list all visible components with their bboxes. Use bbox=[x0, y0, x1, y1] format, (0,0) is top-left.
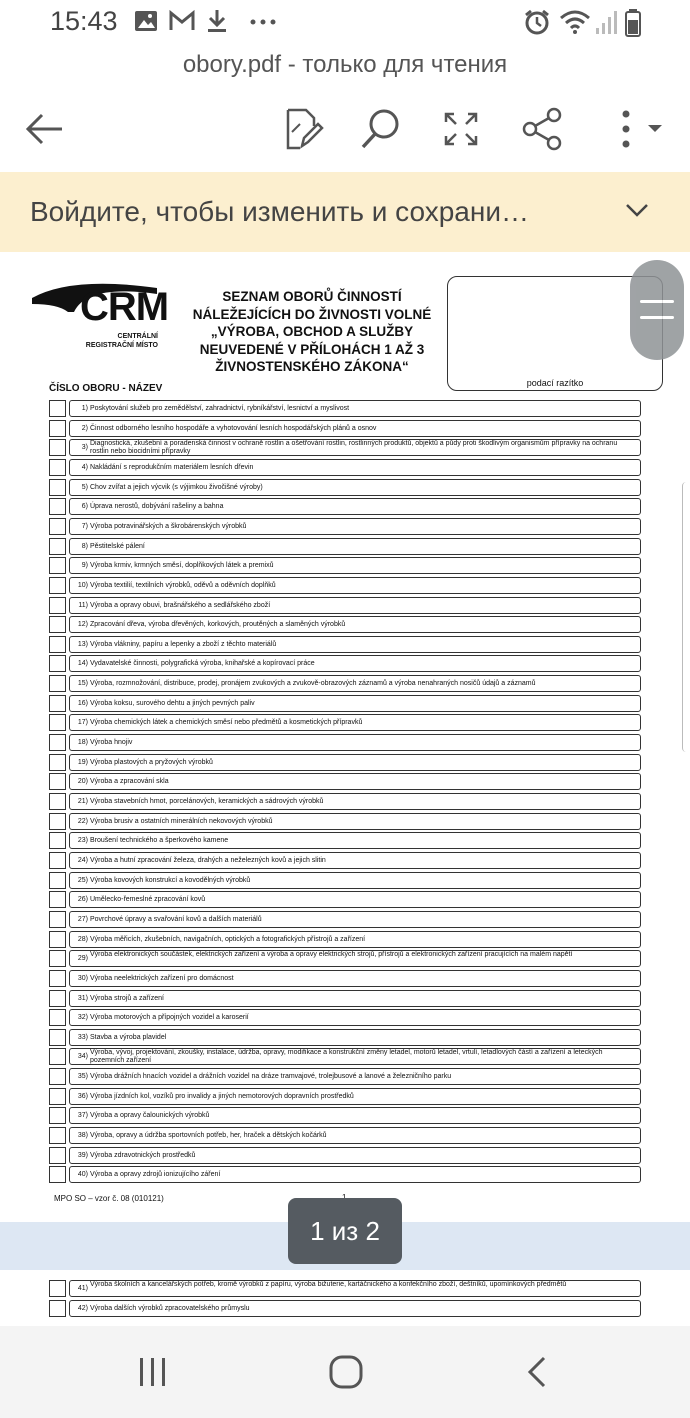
field-text: Výroba dalších výrobků zpracovatelského průmyslu bbox=[90, 1304, 250, 1312]
field-text: Poskytování služeb pro zemědělství, zahradnictví, rybníkářství, lesnictví a myslivost bbox=[90, 405, 350, 412]
field-label-box bbox=[69, 459, 641, 476]
field-text: Pěstitelské pálení bbox=[90, 542, 145, 550]
fullscreen-icon[interactable] bbox=[438, 106, 484, 152]
field-row bbox=[49, 655, 641, 672]
download-icon bbox=[205, 8, 229, 34]
title-line: ŽIVNOSTENSKÉHO ZÁKONA“ bbox=[215, 359, 409, 374]
field-label-box bbox=[69, 852, 641, 869]
field-number: 9) bbox=[81, 562, 88, 570]
field-checkbox[interactable] bbox=[49, 518, 66, 535]
field-label-box bbox=[69, 1107, 641, 1124]
field-text: Výroba chemických látek a chemických směsí nebo předmětů a kosmetických přípravků bbox=[90, 719, 363, 727]
field-label-box bbox=[69, 1048, 641, 1065]
scroll-track[interactable] bbox=[682, 482, 690, 752]
pdf-page-1 bbox=[0, 252, 690, 1222]
field-number: 16) bbox=[77, 699, 88, 707]
field-label-box bbox=[69, 891, 641, 908]
field-checkbox[interactable] bbox=[49, 1300, 66, 1317]
field-row bbox=[49, 891, 641, 908]
field-text: Stavba a výroba plavidel bbox=[90, 1033, 167, 1041]
field-row bbox=[49, 636, 641, 653]
field-text: Výroba neelektrických zařízení pro domácnost bbox=[90, 974, 234, 982]
field-checkbox[interactable] bbox=[49, 616, 66, 633]
field-text: Výroba potravinářských a škrobárenských výrobků bbox=[90, 522, 247, 530]
banner-text: Войдите, чтобы изменить и сохрани… bbox=[30, 196, 529, 227]
field-text: Výroba brusiv a ostatních minerálních nekovových výrobků bbox=[90, 817, 273, 825]
field-checkbox[interactable] bbox=[49, 675, 66, 692]
field-text: Umělecko-řemeslné zpracování kovů bbox=[90, 896, 206, 904]
toolbar bbox=[0, 84, 690, 172]
field-number: 20) bbox=[77, 778, 88, 786]
field-checkbox[interactable] bbox=[49, 970, 66, 987]
field-label-box bbox=[69, 636, 641, 653]
field-text: Výroba strojů a zařízení bbox=[90, 994, 164, 1002]
field-number: 39) bbox=[77, 1151, 88, 1159]
field-text: Výroba jízdních kol, vozíků pro invalidy a jiných nemotorových dopravních prostředků bbox=[90, 1092, 354, 1100]
field-number: 28) bbox=[77, 935, 88, 943]
field-number: 13) bbox=[77, 640, 88, 648]
field-row bbox=[49, 1147, 641, 1164]
field-row bbox=[49, 734, 641, 751]
field-checkbox[interactable] bbox=[49, 597, 66, 614]
field-checkbox[interactable] bbox=[49, 1127, 66, 1144]
field-checkbox[interactable] bbox=[49, 695, 66, 712]
field-label-box bbox=[69, 950, 641, 967]
field-row bbox=[49, 695, 641, 712]
field-number: 31) bbox=[77, 994, 88, 1002]
field-checkbox[interactable] bbox=[49, 538, 66, 555]
field-checkbox[interactable] bbox=[49, 400, 66, 417]
image-icon bbox=[133, 8, 159, 34]
edit-document-icon[interactable] bbox=[278, 106, 324, 152]
field-label-box bbox=[69, 1166, 641, 1183]
column-label: ČÍSLO OBORU - NÁZEV bbox=[49, 383, 163, 394]
field-checkbox[interactable] bbox=[49, 498, 66, 515]
field-number: 18) bbox=[77, 739, 88, 747]
field-row bbox=[49, 931, 641, 948]
field-label-box bbox=[69, 1009, 641, 1026]
field-text: Výroba, rozmnožování, distribuce, prodej, pronájem zvukových a zvukově-obrazových záznamů a výroba nenahraných nosičů údajů a záznamů bbox=[90, 680, 536, 688]
field-text: Výroba školních a kancelářských potřeb, kromě výrobků z papíru, výroba bižuterie, kartáčnického a konfekčního zboží, deštníků, upomínkových předmětů bbox=[90, 1281, 567, 1288]
document-title bbox=[182, 288, 442, 376]
field-checkbox[interactable] bbox=[49, 773, 66, 790]
field-number: 14) bbox=[77, 660, 88, 668]
field-text: Nakládání s reprodukčním materiálem lesních dřevin bbox=[90, 463, 254, 471]
field-label-box bbox=[69, 911, 641, 928]
field-row bbox=[49, 911, 641, 928]
field-label-box bbox=[69, 498, 641, 515]
field-text: Chov zvířat a jejich výcvik (s výjimkou živočišné výroby) bbox=[90, 483, 263, 491]
field-text: Broušení technického a šperkového kamene bbox=[90, 837, 229, 845]
field-text: Výroba, vývoj, projektování, zkoušky, instalace, údržba, opravy, modifikace a konstrukční změny letadel, motorů letadel, vrtulí, letadlových částí a zařízení a leteckých pozemních zařízení bbox=[90, 1049, 603, 1064]
field-text: Výroba elektronických součástek, elektrických zařízení a výroba a opravy elektrických strojů, přístrojů a elektronických zařízení pracujících na malém napětí bbox=[90, 951, 573, 959]
logo-text: CRM bbox=[80, 285, 169, 329]
chevron-down-icon[interactable] bbox=[624, 200, 650, 220]
field-row bbox=[49, 420, 641, 437]
field-row bbox=[49, 754, 641, 771]
pdf-viewer[interactable] bbox=[0, 252, 690, 1326]
field-text: Výroba vlákniny, papíru a lepenky a zboží z těchto materiálů bbox=[90, 640, 277, 648]
field-row bbox=[49, 852, 641, 869]
field-text: Výroba a opravy obuvi, brašnářského a sedlářského zboží bbox=[90, 601, 271, 609]
field-checkbox[interactable] bbox=[49, 813, 66, 830]
field-row bbox=[49, 1009, 641, 1026]
field-checkbox[interactable] bbox=[49, 911, 66, 928]
field-text: Výroba textilií, textilních výrobků, oděvů a oděvních doplňků bbox=[90, 581, 276, 589]
field-text: Výroba koksu, surového dehtu a jiných pevných paliv bbox=[90, 699, 255, 707]
field-label-box bbox=[69, 1029, 641, 1046]
field-number: 29) bbox=[77, 955, 88, 963]
search-icon[interactable] bbox=[358, 106, 404, 152]
field-checkbox[interactable] bbox=[49, 1166, 66, 1183]
status-bar bbox=[0, 0, 690, 46]
field-label-box bbox=[69, 1068, 641, 1085]
window-title: obory.pdf - только для чтения bbox=[182, 51, 508, 78]
field-checkbox[interactable] bbox=[49, 439, 66, 456]
field-text: Diagnostická, zkušební a poradenská činnost v ochraně rostlin a ošetřování rostlin, rostlinných produktů, objektů a půdy proti škodlivým organismům přípravky na ochranu rostlin nebo biocidními přípravky bbox=[90, 440, 618, 455]
field-text: Výroba plastových a pryžových výrobků bbox=[90, 758, 213, 766]
field-number: 7) bbox=[81, 522, 88, 530]
field-checkbox[interactable] bbox=[49, 832, 66, 849]
field-row bbox=[49, 557, 641, 574]
home-icon[interactable] bbox=[326, 1352, 366, 1392]
field-text: Výroba stavebních hmot, porcelánových, keramických a sádrových výrobků bbox=[90, 798, 324, 805]
field-checkbox[interactable] bbox=[49, 714, 66, 731]
field-number: 11) bbox=[78, 601, 88, 609]
field-number: 30) bbox=[77, 974, 88, 982]
field-number: 15) bbox=[77, 680, 88, 688]
window-title-bar bbox=[0, 46, 690, 84]
field-row bbox=[49, 459, 641, 476]
field-checkbox[interactable] bbox=[49, 1088, 66, 1105]
battery-icon bbox=[624, 8, 642, 38]
field-checkbox[interactable] bbox=[49, 577, 66, 594]
field-number: 19) bbox=[77, 758, 88, 766]
logo-subtitle-1: CENTRÁLNÍ bbox=[117, 333, 158, 340]
more-dots-icon bbox=[248, 8, 278, 34]
back-arrow-icon[interactable] bbox=[22, 106, 68, 152]
navigation-bar bbox=[0, 1326, 690, 1418]
field-row bbox=[49, 714, 641, 731]
field-label-box bbox=[69, 1147, 641, 1164]
field-label-box bbox=[69, 557, 641, 574]
field-number: 10) bbox=[77, 581, 88, 589]
field-number: 41) bbox=[77, 1285, 88, 1292]
field-label-box bbox=[69, 616, 641, 633]
title-line: „VÝROBA, OBCHOD A SLUŽBY bbox=[210, 324, 414, 339]
field-number: 17) bbox=[77, 719, 88, 727]
field-number: 23) bbox=[77, 837, 88, 845]
field-number: 1) bbox=[81, 405, 88, 412]
field-row bbox=[49, 970, 641, 987]
gmail-icon bbox=[168, 8, 196, 34]
field-number: 27) bbox=[77, 915, 88, 923]
field-number: 25) bbox=[77, 876, 88, 884]
field-label-box bbox=[69, 400, 641, 417]
more-options-icon[interactable] bbox=[604, 106, 668, 152]
field-label-box bbox=[69, 675, 641, 692]
field-row bbox=[49, 813, 641, 830]
field-label-box bbox=[69, 1280, 641, 1297]
field-checkbox[interactable] bbox=[49, 557, 66, 574]
field-checkbox[interactable] bbox=[49, 1009, 66, 1026]
field-row bbox=[49, 1127, 641, 1144]
field-label-box bbox=[69, 420, 641, 437]
field-row bbox=[49, 518, 641, 535]
field-row bbox=[49, 1107, 641, 1124]
field-number: 32) bbox=[77, 1014, 88, 1022]
field-checkbox[interactable] bbox=[49, 852, 66, 869]
field-number: 36) bbox=[77, 1092, 88, 1100]
field-number: 4) bbox=[81, 463, 88, 471]
field-row bbox=[49, 832, 641, 849]
field-label-box bbox=[69, 597, 641, 614]
title-line: NEUVEDENÉ V PŘÍLOHÁCH 1 AŽ 3 bbox=[199, 341, 425, 357]
field-row bbox=[49, 1029, 641, 1046]
field-row bbox=[49, 1300, 641, 1317]
field-number: 22) bbox=[77, 817, 88, 825]
share-icon[interactable] bbox=[520, 106, 566, 152]
field-text: Výroba motorových a přípojných vozidel a karoserií bbox=[90, 1014, 249, 1022]
crm-logo bbox=[32, 278, 169, 358]
field-row bbox=[49, 597, 641, 614]
logo-subtitle-2: REGISTRAČNÍ MÍSTO bbox=[85, 342, 158, 349]
field-row bbox=[49, 1280, 641, 1297]
field-checkbox[interactable] bbox=[49, 1029, 66, 1046]
field-text: Vydavatelské činnosti, polygrafická výroba, knihařské a kopírovací práce bbox=[90, 660, 315, 668]
field-checkbox[interactable] bbox=[49, 793, 66, 810]
field-text: Výroba hnojiv bbox=[90, 739, 133, 747]
alarm-icon bbox=[523, 8, 551, 36]
field-label-box bbox=[69, 695, 641, 712]
field-number: 8) bbox=[81, 542, 88, 550]
field-label-box bbox=[69, 479, 641, 496]
field-checkbox[interactable] bbox=[49, 950, 66, 967]
field-number: 42) bbox=[77, 1304, 88, 1312]
field-checkbox[interactable] bbox=[49, 479, 66, 496]
field-number: 21) bbox=[77, 798, 88, 805]
field-row bbox=[49, 675, 641, 692]
field-number: 6) bbox=[81, 503, 88, 511]
field-checkbox[interactable] bbox=[49, 1048, 66, 1065]
field-number: 40) bbox=[77, 1171, 88, 1179]
field-row bbox=[49, 400, 641, 417]
field-checkbox[interactable] bbox=[49, 636, 66, 653]
field-text: Úprava nerostů, dobývání rašeliny a bahna bbox=[90, 503, 224, 511]
field-checkbox[interactable] bbox=[49, 754, 66, 771]
field-row bbox=[49, 950, 641, 967]
field-checkbox[interactable] bbox=[49, 1068, 66, 1085]
signal-icon bbox=[594, 8, 618, 36]
field-checkbox[interactable] bbox=[49, 891, 66, 908]
field-number: 33) bbox=[77, 1033, 88, 1041]
field-text: Výroba drážních hnacích vozidel a drážních vozidel na dráze tramvajové, trolejbusové a lanové a železničního parku bbox=[90, 1073, 452, 1081]
field-number: 38) bbox=[77, 1132, 88, 1140]
field-label-box bbox=[69, 931, 641, 948]
title-line: NÁLEŽEJÍCÍCH DO ŽIVNOSTI VOLNÉ bbox=[192, 306, 432, 322]
field-text: Výroba a zpracování skla bbox=[90, 778, 169, 786]
field-label-box bbox=[69, 1088, 641, 1105]
field-text: Výroba a opravy zdrojů ionizujícího záření bbox=[90, 1171, 221, 1179]
field-checkbox[interactable] bbox=[49, 990, 66, 1007]
field-label-box bbox=[69, 714, 641, 731]
field-number: 12) bbox=[77, 621, 88, 629]
field-text: Výroba zdravotnických prostředků bbox=[90, 1151, 196, 1159]
field-label-box bbox=[69, 1127, 641, 1144]
field-checkbox[interactable] bbox=[49, 459, 66, 476]
field-label-box bbox=[69, 734, 641, 751]
field-checkbox[interactable] bbox=[49, 1147, 66, 1164]
field-number: 37) bbox=[77, 1112, 88, 1120]
field-row bbox=[49, 616, 641, 633]
field-text: Výroba krmiv, krmných směsí, doplňkových látek a premixů bbox=[90, 562, 274, 570]
field-number: 2) bbox=[81, 424, 88, 432]
field-row bbox=[49, 990, 641, 1007]
field-label-box bbox=[69, 773, 641, 790]
field-label-box bbox=[69, 655, 641, 672]
field-text: Výroba měřicích, zkušebních, navigačních, optických a fotografických přístrojů a zařízení bbox=[90, 935, 366, 943]
form-footer: MPO SO – vzor č. 08 (010121) bbox=[54, 1194, 164, 1203]
field-label-box bbox=[69, 518, 641, 535]
fast-scroll-handle[interactable] bbox=[630, 260, 684, 360]
wifi-icon bbox=[558, 8, 592, 36]
field-text: Činnost odborného lesního hospodáře a vyhotovování lesních hospodářských plánů a osnov bbox=[90, 424, 377, 432]
field-label-box bbox=[69, 439, 641, 456]
field-number: 35) bbox=[77, 1073, 88, 1081]
recent-apps-icon[interactable] bbox=[136, 1354, 170, 1390]
page-indicator: 1 из 2 bbox=[288, 1198, 402, 1264]
field-label-box bbox=[69, 577, 641, 594]
field-text: Výroba a hutní zpracování železa, drahých a neželezných kovů a jejich slitin bbox=[90, 856, 326, 864]
field-label-box bbox=[69, 813, 641, 830]
stamp-label: podací razítko bbox=[526, 378, 584, 388]
field-row bbox=[49, 793, 641, 810]
field-label-box bbox=[69, 793, 641, 810]
field-row bbox=[49, 872, 641, 889]
field-label-box bbox=[69, 1300, 641, 1317]
field-label-box bbox=[69, 872, 641, 889]
field-number: 3) bbox=[81, 444, 88, 452]
field-number: 5) bbox=[81, 483, 88, 491]
field-label-box bbox=[69, 990, 641, 1007]
field-checkbox[interactable] bbox=[49, 734, 66, 751]
field-text: Výroba kovových konstrukcí a kovodělných výrobků bbox=[90, 876, 251, 884]
field-text: Povrchové úpravy a svařování kovů a dalších materiálů bbox=[90, 915, 262, 923]
field-label-box bbox=[69, 970, 641, 987]
field-checkbox[interactable] bbox=[49, 655, 66, 672]
field-row bbox=[49, 1166, 641, 1183]
field-row bbox=[49, 773, 641, 790]
field-row bbox=[49, 1068, 641, 1085]
field-row bbox=[49, 439, 641, 456]
field-label-box bbox=[69, 754, 641, 771]
field-number: 26) bbox=[77, 896, 88, 904]
field-label-box bbox=[69, 538, 641, 555]
status-time: 15:43 bbox=[50, 6, 118, 36]
field-row bbox=[49, 1048, 641, 1065]
field-text: Výroba a opravy čalounických výrobků bbox=[90, 1112, 210, 1120]
field-checkbox[interactable] bbox=[49, 872, 66, 889]
field-row bbox=[49, 479, 641, 496]
field-number: 34) bbox=[77, 1053, 88, 1061]
back-icon[interactable] bbox=[524, 1354, 552, 1390]
field-checkbox[interactable] bbox=[49, 1280, 66, 1297]
field-checkbox[interactable] bbox=[49, 1107, 66, 1124]
sign-in-banner[interactable] bbox=[0, 172, 690, 252]
field-row bbox=[49, 577, 641, 594]
field-label-box bbox=[69, 832, 641, 849]
field-row bbox=[49, 498, 641, 515]
field-text: Zpracování dřeva, výroba dřevěných, korkových, proutěných a slaměných výrobků bbox=[90, 621, 346, 629]
field-row bbox=[49, 538, 641, 555]
pdf-page-2 bbox=[0, 1270, 690, 1326]
field-text: Výroba, opravy a údržba sportovních potřeb, her, hraček a dětských kočárků bbox=[90, 1132, 327, 1140]
field-checkbox[interactable] bbox=[49, 931, 66, 948]
field-checkbox[interactable] bbox=[49, 420, 66, 437]
title-line: SEZNAM OBORŮ ČINNOSTÍ bbox=[222, 289, 402, 304]
field-row bbox=[49, 1088, 641, 1105]
field-number: 24) bbox=[77, 856, 88, 864]
